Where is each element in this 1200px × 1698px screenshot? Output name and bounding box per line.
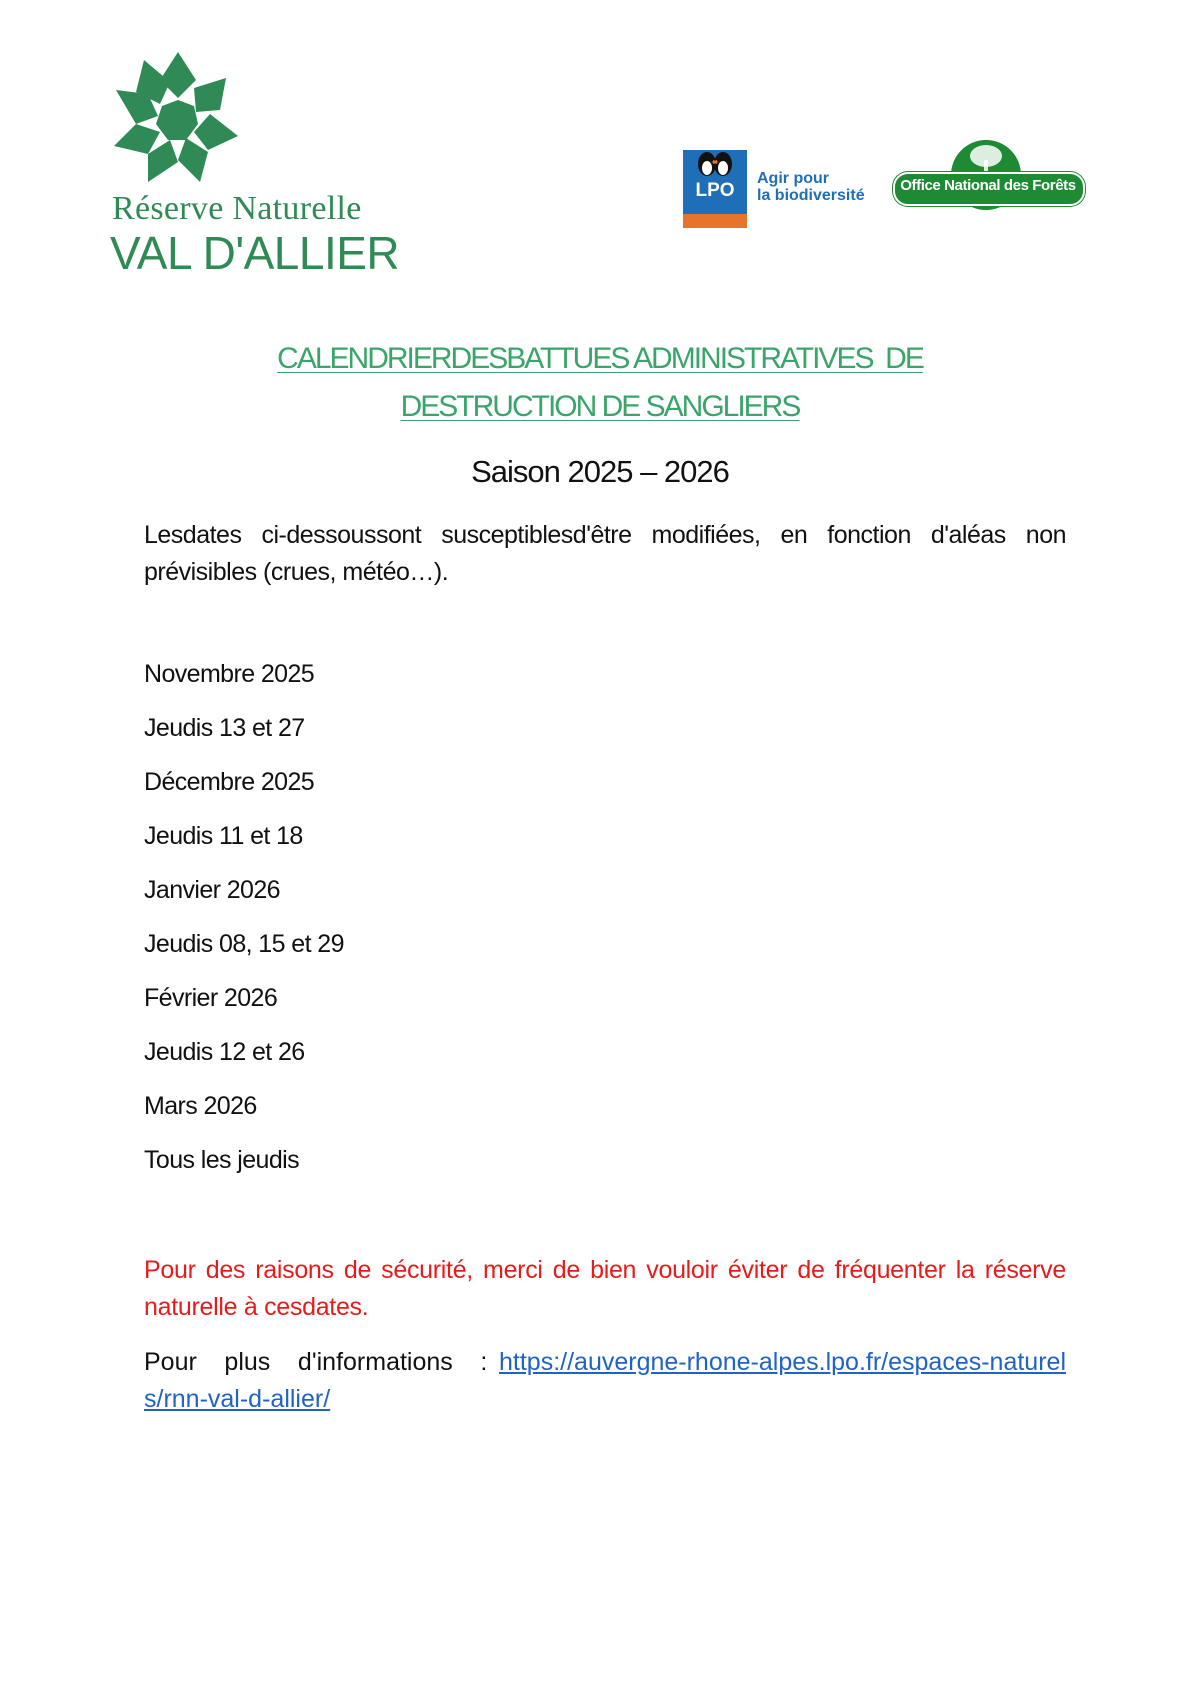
info-paragraph [144, 1344, 1066, 1418]
green-star-flower-icon [108, 50, 248, 185]
lpo-tagline-line1: Agir pour [757, 170, 829, 187]
schedule-month: Janvier 2026 [144, 876, 280, 904]
schedule-month: Février 2026 [144, 984, 278, 1012]
schedule-month: Décembre 2025 [144, 768, 315, 796]
onf-logo [893, 140, 1083, 214]
schedule-month: Novembre 2025 [144, 660, 315, 688]
tree-icon [951, 140, 1021, 176]
disclaimer-paragraph: Lesdates ci-dessoussont susceptiblesd'être modifiées, en fonction d'aléas non prévisibles (crues, météo…). [144, 521, 1066, 586]
reserve-naturelle-logo [108, 50, 408, 280]
puffin-birds-icon [683, 150, 747, 182]
season-heading: Saison 2025 – 2026 [471, 454, 729, 489]
lpo-logo-band [683, 214, 747, 228]
document-title-line1: CALENDRIERDESBATTUES ADMINISTRATIVES DE [277, 342, 923, 375]
schedule-dates: Jeudis 08, 15 et 29 [144, 930, 344, 958]
info-link[interactable]: https://auvergne-rhone-alpes.lpo.fr/espaces-naturels/rnn-val-d-allier/ [144, 1348, 1066, 1413]
logo-val-dallier-text: VAL D'ALLIER [110, 227, 400, 279]
schedule-dates: Tous les jeudis [144, 1146, 299, 1174]
schedule-dates: Jeudis 12 et 26 [144, 1038, 305, 1066]
schedule-month: Mars 2026 [144, 1092, 257, 1120]
schedule-dates: Jeudis 13 et 27 [144, 714, 305, 742]
logo-reserve-naturelle-text: Réserve Naturelle [112, 190, 362, 227]
lpo-logo-label: LPO [695, 180, 735, 201]
lpo-logo [683, 150, 747, 228]
lpo-tagline [757, 170, 887, 204]
document-title-line2: DESTRUCTION DE SANGLIERS [400, 390, 800, 423]
info-label: Pour plus d'informations : [144, 1348, 488, 1376]
lpo-tagline-line2: la biodiversité [757, 187, 865, 204]
onf-logo-label: Office National des Forêts [900, 177, 1076, 194]
safety-notice: Pour des raisons de sécurité, merci de bien vouloir éviter de fréquenter la réserve naturelle à cesdates. [144, 1256, 1066, 1321]
schedule-dates: Jeudis 11 et 18 [144, 822, 303, 850]
